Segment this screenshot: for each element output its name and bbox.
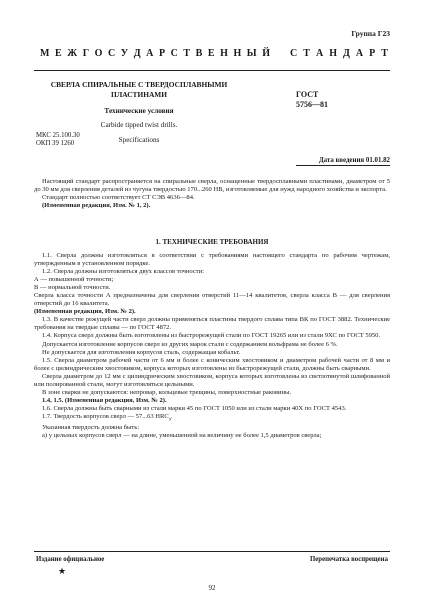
amendment-note: (Измененная редакция, Изм. № 1, 2). — [42, 202, 151, 210]
clause-1-5-weld-zone: В зоне сварки не допускаются: непровар, кольцевые трещины, поверхностные раковины. — [42, 388, 292, 396]
heading-letter: Н — [329, 48, 337, 59]
official-edition-label: Издание официальное — [36, 556, 105, 563]
gost-designation — [296, 90, 328, 110]
accuracy-class-b: В — нормальной точности. — [34, 284, 111, 292]
title-en-line2: Specifications — [118, 136, 160, 144]
intro-paragraph: Настоящий стандарт распространяется на спиральные сверла, оснащенные твердосплавными пластинами, диаметром от 5 до 30 мм для сверления деталей из чугуна твердостью 170...260 НВ, изготовляемые для нужд народного хозяйства и экспорта. — [34, 178, 390, 194]
page-number: 92 — [208, 584, 216, 592]
clause-1-3: 1.3. В качестве режущей части сверл должны применяться пластины твердого сплава типа ВК по ГОСТ 3882. Технические требования на твердые сплавы — по ГОСТ 4872. — [34, 316, 390, 332]
heading-letter: Н — [220, 48, 228, 59]
clause-1-6: 1.6. Сверла должны быть сварными из стали марки 45 по ГОСТ 1050 или из стали марки 40Х по ГОСТ 4543. — [42, 404, 347, 412]
heading-letter: Р — [158, 48, 166, 59]
heading-letter: С — [290, 48, 298, 59]
heading-letter: А — [315, 48, 324, 59]
heading-letter: Г — [82, 48, 90, 59]
gost-label: ГОСТ — [296, 90, 319, 99]
star-icon: ★ — [58, 566, 67, 576]
heading-letter: Р — [369, 48, 376, 59]
clause-1-5: 1.5. Сверла диаметром рабочей части от 6 мм и более с коническим хвостовиком и диаметром рабочей части от 8 мм и более с цилиндрическим хвостовиком, корпуса которых изготовлены из быстрорежущей стали, должны быть сварными. — [34, 356, 390, 372]
heading-letter: М — [40, 48, 50, 59]
heading-letter: Ж — [67, 48, 78, 59]
accuracy-class-purpose: Сверла класса точности А предназначены для сверления отверстий 11—14 квалитетов, сверла класса В — для сверления отверстий до 16 квалитета. — [34, 292, 390, 308]
title-ru-line1: СВЕРЛА СПИРАЛЬНЫЕ С ТВЕРДОСПЛАВНЫМИ — [50, 80, 228, 89]
date-rule — [296, 165, 390, 166]
heading-letter: О — [94, 48, 103, 59]
intro-text — [34, 178, 390, 210]
heading-letter: Д — [133, 48, 141, 59]
standard-word — [290, 48, 388, 59]
heading-letter: В — [195, 48, 203, 59]
title-en-line1: Carbide tipped twist drills. — [100, 121, 178, 129]
heading-letter: С — [170, 48, 178, 59]
classification-codes — [36, 132, 80, 148]
okp-code: ОКП 39 1260 — [36, 140, 75, 147]
heading-letter: Т — [381, 48, 388, 59]
group-label: Группа Г23 — [351, 29, 390, 38]
heading-letter: У — [120, 48, 129, 59]
clause-1-4: 1.4. Корпуса сверл должны быть изготовлены из быстрорежущей стали по ГОСТ 19265 или из стали 9ХС по ГОСТ 5950. — [42, 332, 381, 340]
clause-1-4-cobalt: Не допускается для изготовления корпусов сталь, содержащая кобальт. — [42, 348, 241, 356]
clause-1-7: 1.7. Твердость корпусов сверл — 57...63 $HRC_э$. — [42, 412, 173, 423]
title-subtitle: Технические условия — [104, 107, 174, 115]
clause-1-1: 1.1. Сверла должны изготовляться в соответствии с требованиями настоящего стандарта по рабочим чертежам, утвержденным в установленном порядке. — [34, 252, 390, 268]
clause-1-2: 1.2. Сверла должны изготовляться двух классов точности: — [42, 268, 204, 276]
mks-code: МКС 25.100.30 — [36, 132, 80, 139]
intro-paragraph: Стандарт полностью соответствует СТ СЭВ 4636—84. — [42, 194, 195, 202]
interstate-word — [40, 48, 270, 59]
clause-1-7-text: 1.7. Твердость корпусов сверл — 57...63 HRC — [42, 412, 169, 420]
heading-letter: А — [146, 48, 154, 59]
introduction-date: Дата введения 01.01.82 — [318, 157, 390, 164]
heading-letter: Т — [303, 48, 310, 59]
heading-letter: Д — [342, 48, 350, 59]
heading-letter: Ы — [246, 48, 257, 59]
header-rule — [34, 70, 390, 71]
amendment-note: (Измененная редакция, Изм. № 2). — [34, 308, 136, 316]
interstate-standard-heading — [40, 48, 388, 59]
reprint-prohibited-label: Перепечатка воспрещена — [310, 556, 388, 563]
title-ru-line2: ПЛАСТИНАМИ — [110, 89, 168, 99]
hrc-subscript: э — [168, 417, 171, 423]
accuracy-class-a: А — повышенной точности; — [34, 276, 114, 284]
clause-1-7-a: а) у цельных корпусов сверл — на длине, уменьшенной на величину не более 1,5 диаметров сверла; — [42, 432, 322, 440]
heading-letter: Т — [183, 48, 191, 59]
section-body — [34, 252, 390, 440]
section-title: 1. ТЕХНИЧЕСКИЕ ТРЕБОВАНИЯ — [155, 238, 269, 246]
clause-1-7-hardness: Указанная твердость должна быть: — [42, 424, 140, 432]
clause-1-5-solid: Сверла диаметром до 12 мм с цилиндрическим хвостовиком, корпуса которых изготовлены из светлотянутой шлифованной или полированной стали, могут изготовляться цельными. — [34, 372, 390, 388]
heading-letter: Й — [262, 48, 270, 59]
heading-letter: Е — [55, 48, 62, 59]
gost-number: 5756—81 — [296, 100, 328, 109]
heading-letter: А — [355, 48, 364, 59]
heading-letter: С — [107, 48, 116, 59]
clause-1-4-allowance: Допускается изготовление корпусов сверл из других марок стали с содержанием вольфрама не более 6 %. — [42, 340, 338, 348]
heading-letter: Н — [233, 48, 242, 59]
heading-letter: Е — [207, 48, 215, 59]
amendment-note: 1.4, 1.5. (Измененная редакция, Изм. № 2). — [42, 396, 167, 404]
footer-rule — [34, 551, 390, 552]
